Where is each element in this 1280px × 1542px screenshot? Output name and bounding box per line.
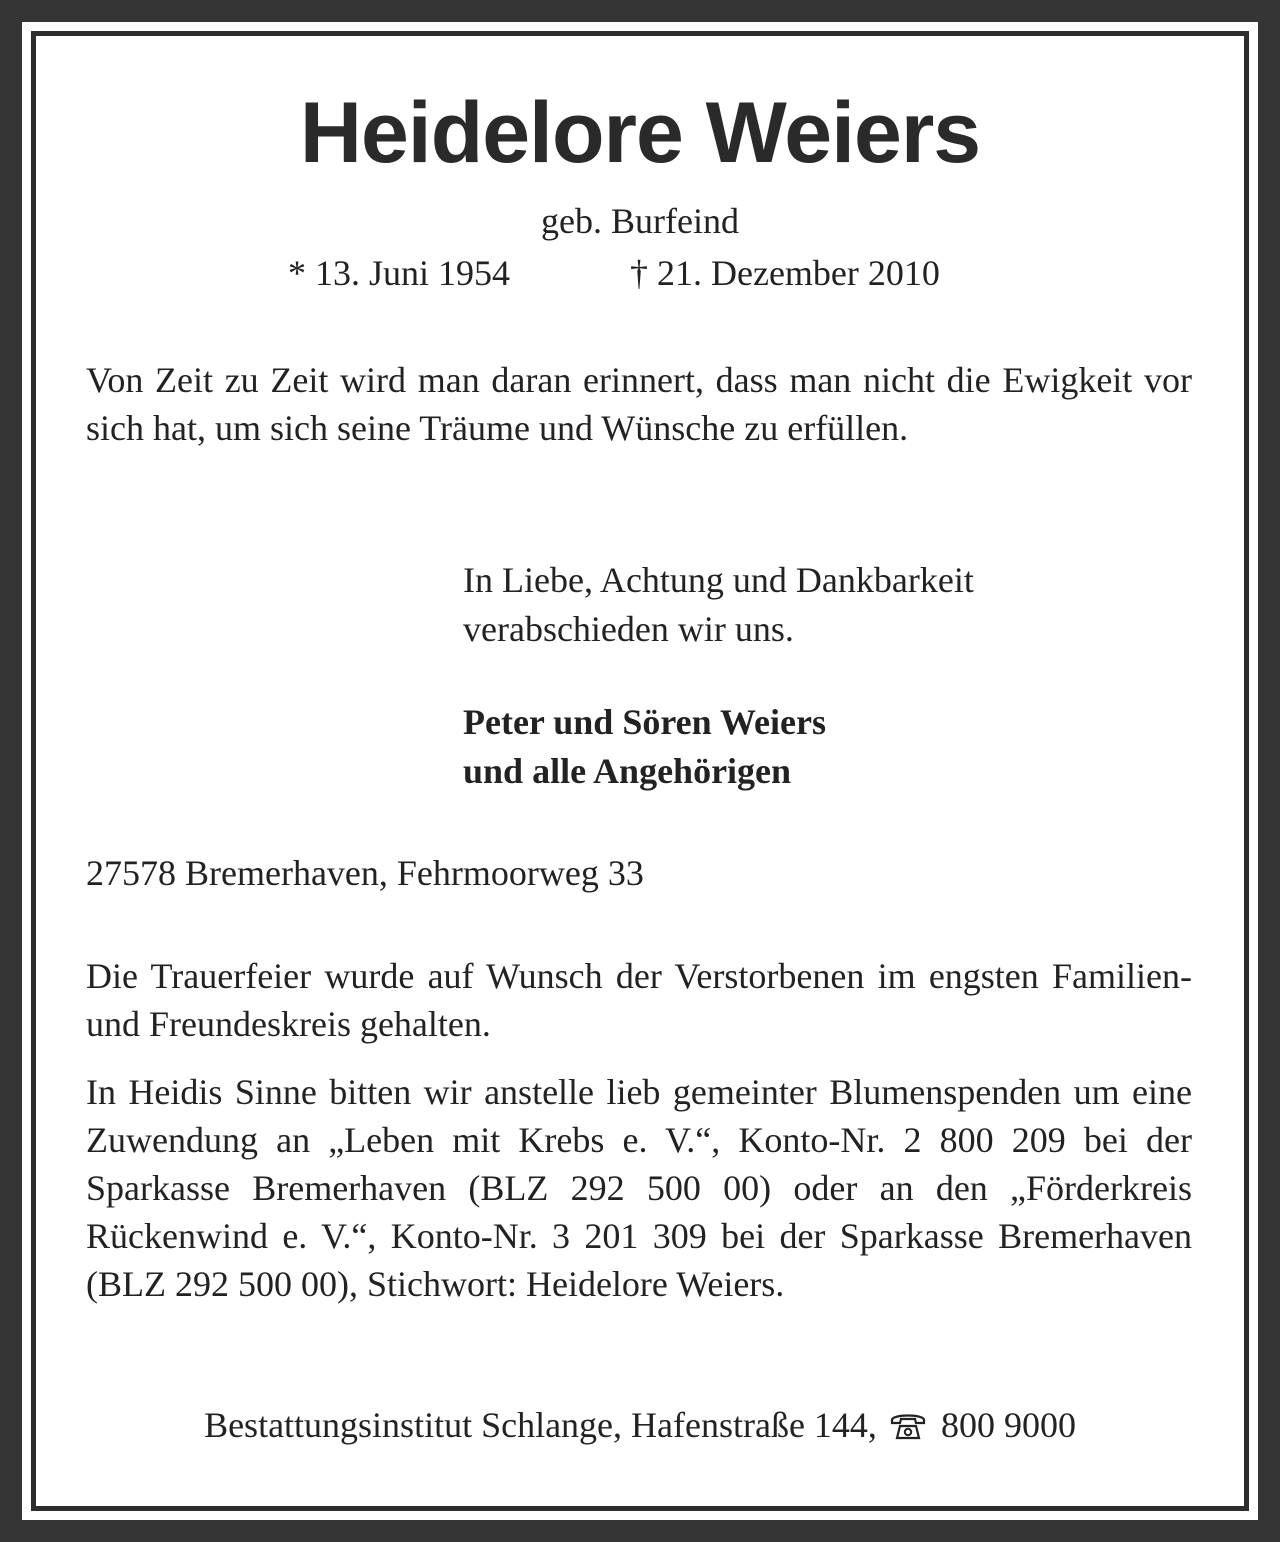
funeral-home-text: Bestattungsinstitut Schlange, Hafenstraße 144,: [204, 1405, 877, 1445]
funeral-service-note: Die Trauerfeier wurde auf Wunsch der Verstorbenen im engsten Familien- und Freundeskreis gehalten.: [86, 956, 1192, 1044]
deceased-name: Heidelore Weiers: [299, 85, 981, 181]
telephone-icon: [888, 1408, 928, 1440]
family-address: 27578 Bremerhaven, Fehrmoorweg 33: [86, 853, 644, 893]
death-date: † 21. Dezember 2010: [630, 253, 940, 293]
signer-line: und alle Angehörigen: [463, 751, 792, 791]
memorial-quote: Von Zeit zu Zeit wird man daran erinnert, dass man nicht die Ewigkeit vor sich hat, um sich seine Träume und Wünsche zu erfüllen.: [86, 360, 1192, 448]
birth-date: * 13. Juni 1954: [288, 253, 511, 293]
farewell-line: In Liebe, Achtung und Dankbarkeit: [463, 560, 974, 600]
funeral-home-line: [0, 1404, 1280, 1447]
farewell-text: [463, 556, 974, 654]
farewell-line: verabschieden wir uns.: [463, 609, 794, 649]
donation-request: In Heidis Sinne bitten wir anstelle lieb gemeinter Blumenspenden um eine Zuwendung an „Leben mit Krebs e. V.“, Konto-Nr. 2 800 209 bei der Sparkasse Bremerhaven (BLZ 292 500 00) oder an den „Förderkreis Rückenwind e. V.“, Konto-Nr. 3 201 309 bei der Sparkasse Bremerhaven (BLZ 292 500 00), Stichwort: Heidelore Weiers.: [86, 1072, 1192, 1304]
signer-line: Peter und Sören Weiers: [463, 702, 826, 742]
mourners-signature: [463, 698, 826, 796]
funeral-home-phone: 800 9000: [940, 1405, 1076, 1445]
maiden-name: geb. Burfeind: [541, 201, 739, 241]
